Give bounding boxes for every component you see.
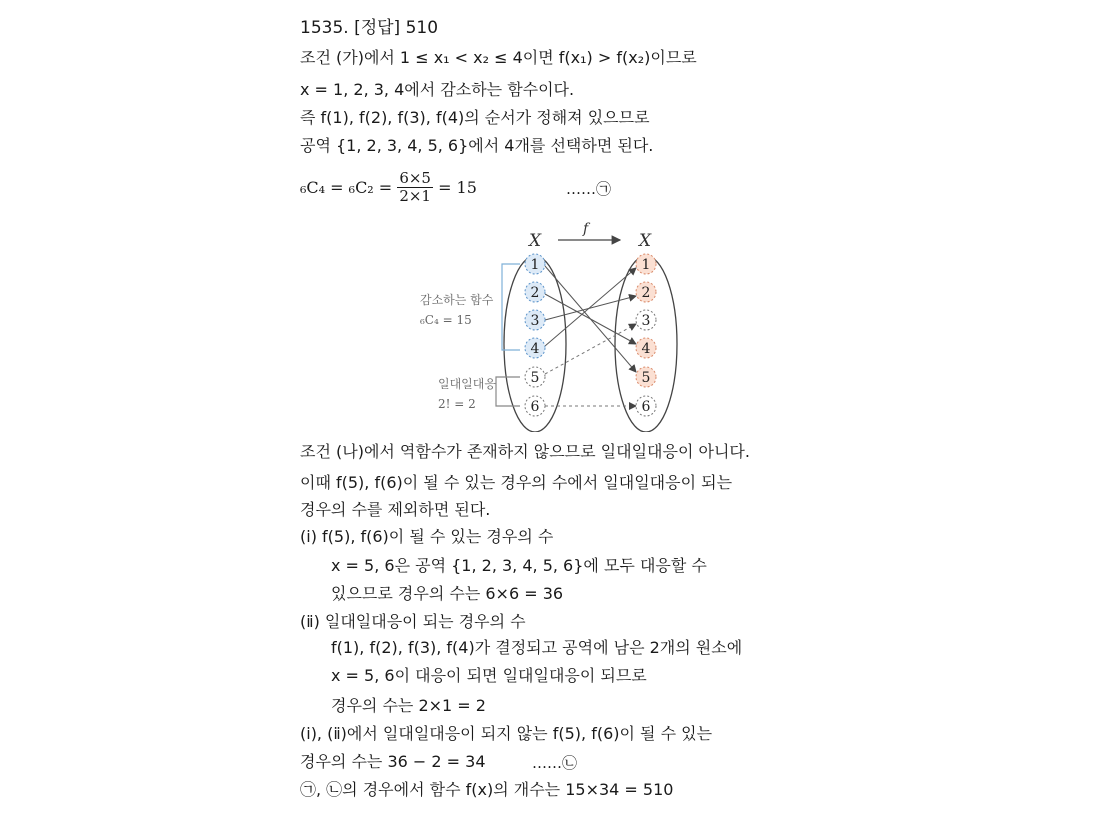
condition-b-line: 조건 (나)에서 역함수가 존재하지 않으므로 일대일대응이 아니다.: [300, 442, 750, 461]
svg-text:2: 2: [530, 285, 540, 301]
combination-fraction: [397, 170, 433, 205]
svg-text:3: 3: [530, 313, 540, 329]
count-intro-line: 이때 f(5), f(6)이 될 수 있는 경우의 수에서 일대일대응이 되는: [300, 473, 733, 492]
domain-set-label: X: [529, 231, 542, 251]
choose-four-line: 공역 {1, 2, 3, 4, 5, 6}에서 4개를 선택하면 된다.: [300, 136, 654, 155]
codomain-node-2: [636, 282, 656, 302]
codomain-node-3: [636, 310, 656, 330]
function-label: f: [583, 222, 589, 237]
case1-line2: 있으므로 경우의 수는 6×6 = 36: [331, 584, 564, 603]
case2-line2: x = 5, 6이 대응이 되면 일대일대응이 되므로: [331, 666, 647, 685]
combination-formula: [300, 170, 477, 205]
domain-node-4: [525, 338, 545, 358]
domain-node-1: [525, 254, 545, 274]
answer-header: 1535. [정답] 510: [300, 18, 439, 38]
svg-text:6: 6: [641, 399, 651, 415]
domain-node-2: [525, 282, 545, 302]
decreasing-function-line: x = 1, 2, 3, 4에서 감소하는 함수이다.: [300, 80, 575, 99]
map-4-to-1: [545, 268, 636, 346]
conclusion-line2: 경우의 수는 36 − 2 = 34: [300, 752, 486, 771]
fraction-numerator: 6×5: [399, 169, 431, 187]
codomain-node-1: [636, 254, 656, 274]
combination-rhs: = 15: [438, 178, 477, 197]
order-fixed-line: 즉 f(1), f(2), f(3), f(4)의 순서가 정해져 있으므로: [300, 108, 650, 127]
mapping-diagram: [410, 222, 690, 432]
case2-title: (ⅱ) 일대일대응이 되는 경우의 수: [300, 612, 526, 631]
map-5-to-3: [545, 324, 636, 374]
svg-text:5: 5: [530, 370, 540, 386]
svg-text:1: 1: [530, 257, 540, 273]
case1-line1: x = 5, 6은 공역 {1, 2, 3, 4, 5, 6}에 모두 대응할 수: [331, 556, 707, 575]
domain-node-3: [525, 310, 545, 330]
fraction-denominator: 2×1: [399, 187, 431, 205]
bijection-bracket: [496, 377, 520, 406]
conclusion-line1: (ⅰ), (ⅱ)에서 일대일대응이 되지 않는 f(5), f(6)이 될 수 있는: [300, 724, 713, 743]
svg-text:4: 4: [641, 341, 651, 357]
svg-text:6: 6: [530, 399, 540, 415]
codomain-set-label: X: [639, 231, 652, 251]
codomain-node-4: [636, 338, 656, 358]
combination-lhs: ₆C₄ = ₆C₂ =: [300, 178, 393, 197]
final-answer-line: ㉠, ㉡의 경우에서 함수 f(x)의 개수는 15×34 = 510: [300, 780, 674, 799]
case1-title: (ⅰ) f(5), f(6)이 될 수 있는 경우의 수: [300, 527, 554, 546]
decreasing-count-label: ₆C₄ = 15: [420, 313, 472, 327]
domain-node-5: [525, 367, 545, 387]
case2-line3: 경우의 수는 2×1 = 2: [331, 696, 486, 715]
codomain-node-6: [636, 396, 656, 416]
case2-line1: f(1), f(2), f(3), f(4)가 결정되고 공역에 남은 2개의 원소에: [331, 638, 743, 657]
bijection-label: 일대일대응: [438, 377, 496, 391]
condition-a-line: 조건 (가)에서 1 ≤ x₁ < x₂ ≤ 4이면 f(x₁) > f(x₂)이므로: [300, 48, 697, 67]
equation-mark-1: ……㉠: [566, 180, 612, 198]
bijection-count-label: 2! = 2: [438, 397, 476, 411]
decreasing-label: 감소하는 함수: [420, 293, 494, 307]
svg-text:4: 4: [530, 341, 540, 357]
exclude-line: 경우의 수를 제외하면 된다.: [300, 500, 491, 519]
svg-text:2: 2: [641, 285, 651, 301]
codomain-node-5: [636, 367, 656, 387]
equation-mark-2: ……㉡: [532, 754, 578, 772]
map-3-to-2: [545, 296, 636, 320]
svg-text:5: 5: [641, 370, 651, 386]
svg-text:1: 1: [641, 257, 651, 273]
svg-text:3: 3: [641, 313, 651, 329]
map-2-to-4: [545, 294, 636, 344]
domain-node-6: [525, 396, 545, 416]
